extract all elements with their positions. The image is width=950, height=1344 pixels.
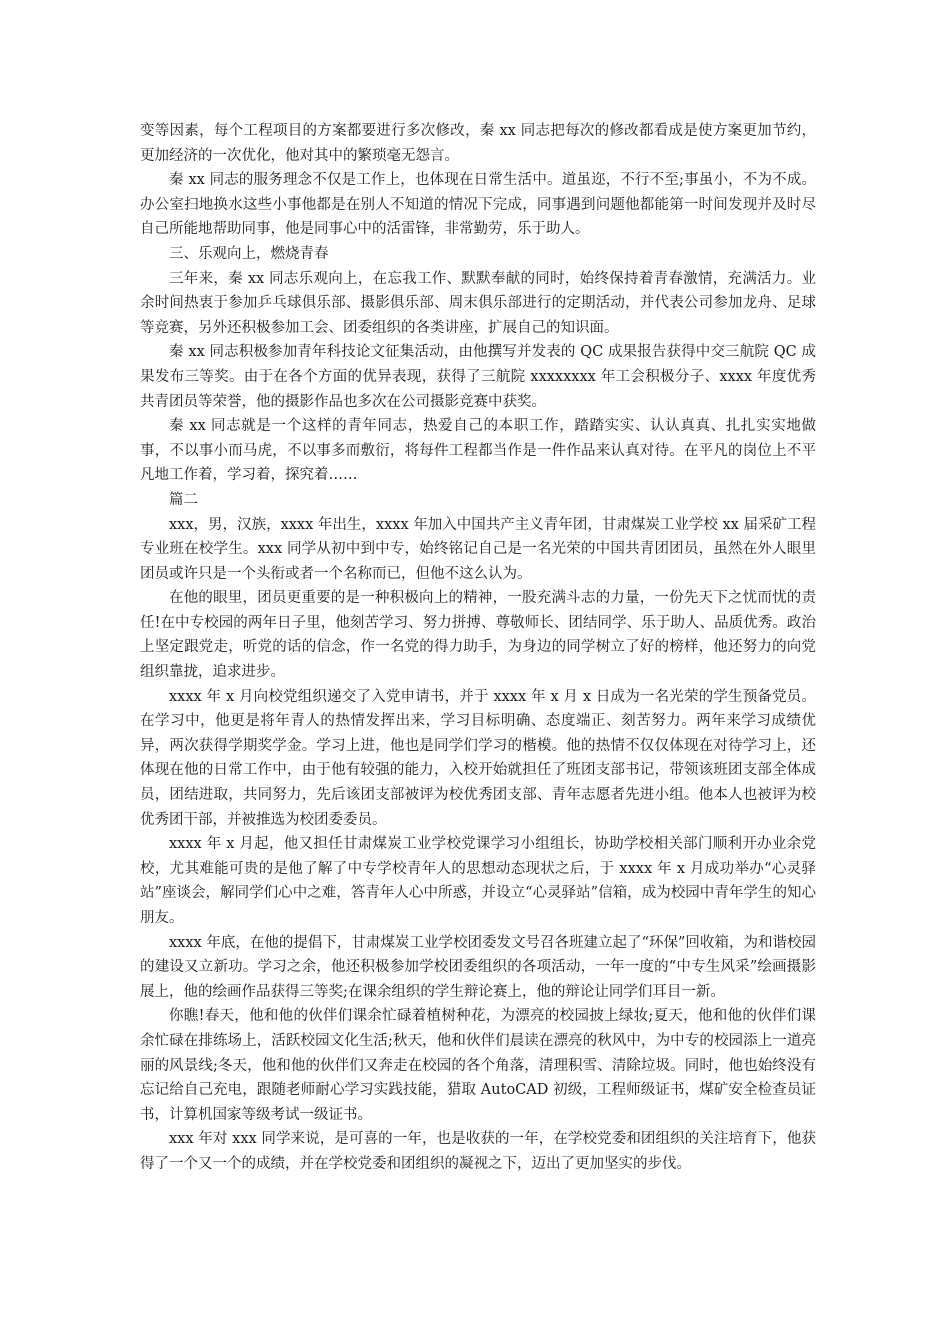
paragraph-continued: 变等因素，每个工程项目的方案都要进行多次修改，秦 xx 同志把每次的修改都看成是使方案更加节约，更加经济的一次优化，他对其中的繁琐毫无怨言。	[140, 123, 816, 164]
paragraph-party-application: xxxx 年 x 月向校党组织递交了入党申请书，并于 xxxx 年 x 月 x 日成为一名光荣的学生预备党员。在学习中，他更是将年青人的热情发挥出来，学习目标明确、态度端正、刻苦努力。两年来学习成绩优异，两次获得学期奖学金。学习上进，他也是同学们学习的楷模。他的热情不仅仅体现在对待学习上，还体现在他的日常工作中，由于他有较强的能力，入校开始就担任了班团支部书记，带领该班团支部全体成员，团结进取，共同努力，先后该团支部被评为校优秀团支部、青年志愿者先进小组。他本人也被评为校优秀团干部，并被推选为校团委委员。	[140, 688, 816, 828]
paragraph-service-philosophy: 秦 xx 同志的服务理念不仅是工作上，也体现在日常生活中。道虽迩，不行不至;事虽小，不为不成。办公室扫地换水这些小事他都是在别人不知道的情况下完成，同事遇到问题他都能第一时间发现并及时尽自己所能地帮助同事，他是同事心中的活雷锋，非常勤劳，乐于助人。	[140, 172, 816, 238]
document-body	[140, 119, 816, 1177]
paragraph-three-years: 三年来，秦 xx 同志乐观向上，在忘我工作、默默奉献的同时，始终保持着青春激情，充满活力。业余时间热衷于参加乒乓球俱乐部、摄影俱乐部、周末俱乐部进行的定期活动，并代表公司参加龙舟、足球等竞赛，另外还积极参加工会、团委组织的各类讲座，扩展自己的知识面。	[140, 270, 816, 336]
paragraph-recycling: xxxx 年底，在他的提倡下，甘肃煤炭工业学校团委发文号召各班建立起了“环保”回收箱，为和谐校园的建设又立新功。学习之余，他还积极参加学校团委组织的各项活动，一年一度的“中专生风采”绘画摄影展上，他的绘画作品获得三等奖;在课余组织的学生辩论赛上，他的辩论让同学们耳目一新。	[140, 934, 816, 1000]
section-heading-part-two: 篇二	[169, 491, 198, 508]
paragraph-league-spirit: 在他的眼里，团员更重要的是一种积极向上的精神，一股充满斗志的力量，一份先天下之忧而忧的责任!在中专校园的两年日子里，他刻苦学习、努力拼搏、尊敬师长、团结同学、乐于助人、品质优秀。政治上坚定跟党走，听党的话的信念，作一名党的得力助手，为身边的同学树立了好的榜样，他还努力的向党组织靠拢，追求进步。	[140, 590, 816, 681]
paragraph-party-school: xxxx 年 x 月起，他又担任甘肃煤炭工业学校党课学习小组组长，协助学校相关部门顺利开办业余党校，尤其难能可贵的是他了解了中专学校青年人的思想动态现状之后，于 xxxx 年 x 月成功举办“心灵驿站”座谈会，解同学们心中之难，答青年人心中所惑，并设立“心灵驿站”信箱，成为校园中青年学生的知心朋友。	[140, 836, 816, 926]
section-heading-optimism: 三、乐观向上，燃烧青春	[169, 245, 329, 262]
paragraph-seasons: 你瞧!春天，他和他的伙伴们课余忙碌着植树种花，为漂亮的校园披上绿妆;夏天，他和他的伙伴们课余忙碌在排练场上，活跃校园文化生活;秋天，他和伙伴们晨读在漂亮的秋风中，为中专的校园添上一道亮丽的风景线;冬天，他和他的伙伴们又奔走在校园的各个角落，清理积雪、清除垃圾。同时，他也始终没有忘记给自己充电，跟随老师耐心学习实践技能，猎取 AutoCAD 初级，工程师级证书，煤矿安全检查员证书，计算机国家等级考试一级证书。	[140, 1008, 816, 1123]
paragraph-harvest-year: xxx 年对 xxx 同学来说，是可喜的一年，也是收获的一年，在学校党委和团组织的关注培育下，他获得了一个又一个的成绩，并在学校党委和团组织的凝视之下，迈出了更加坚实的步伐。	[140, 1131, 816, 1172]
paragraph-youth-comrade: 秦 xx 同志就是一个这样的青年同志，热爱自己的本职工作，踏踏实实、认认真真、扎扎实实地做事，不以事小而马虎，不以事多而敷衍，将每件工程都当作是一件作品来认真对待。在平凡的岗位上不平凡地工作着，学习着，探究着……	[140, 418, 816, 484]
paragraph-student-intro: xxx，男，汉族，xxxx 年出生，xxxx 年加入中国共产主义青年团，甘肃煤炭工业学校 xx 届采矿工程专业班在校学生。xxx 同学从初中到中专，始终铭记自己是一名光荣的中国共青团团员，虽然在外人眼里团员或许只是一个头衔或者一个名称而已，但他不这么认为。	[140, 516, 816, 582]
paragraph-qc-award: 秦 xx 同志积极参加青年科技论文征集活动，由他撰写并发表的 QC 成果报告获得中交三航院 QC 成果发布三等奖。由于在各个方面的优异表现，获得了三航院 xxxxxxxx 年工会积极分子、xxxx 年度优秀共青团员等荣誉，他的摄影作品也多次在公司摄影竞赛中获奖。	[140, 344, 816, 410]
